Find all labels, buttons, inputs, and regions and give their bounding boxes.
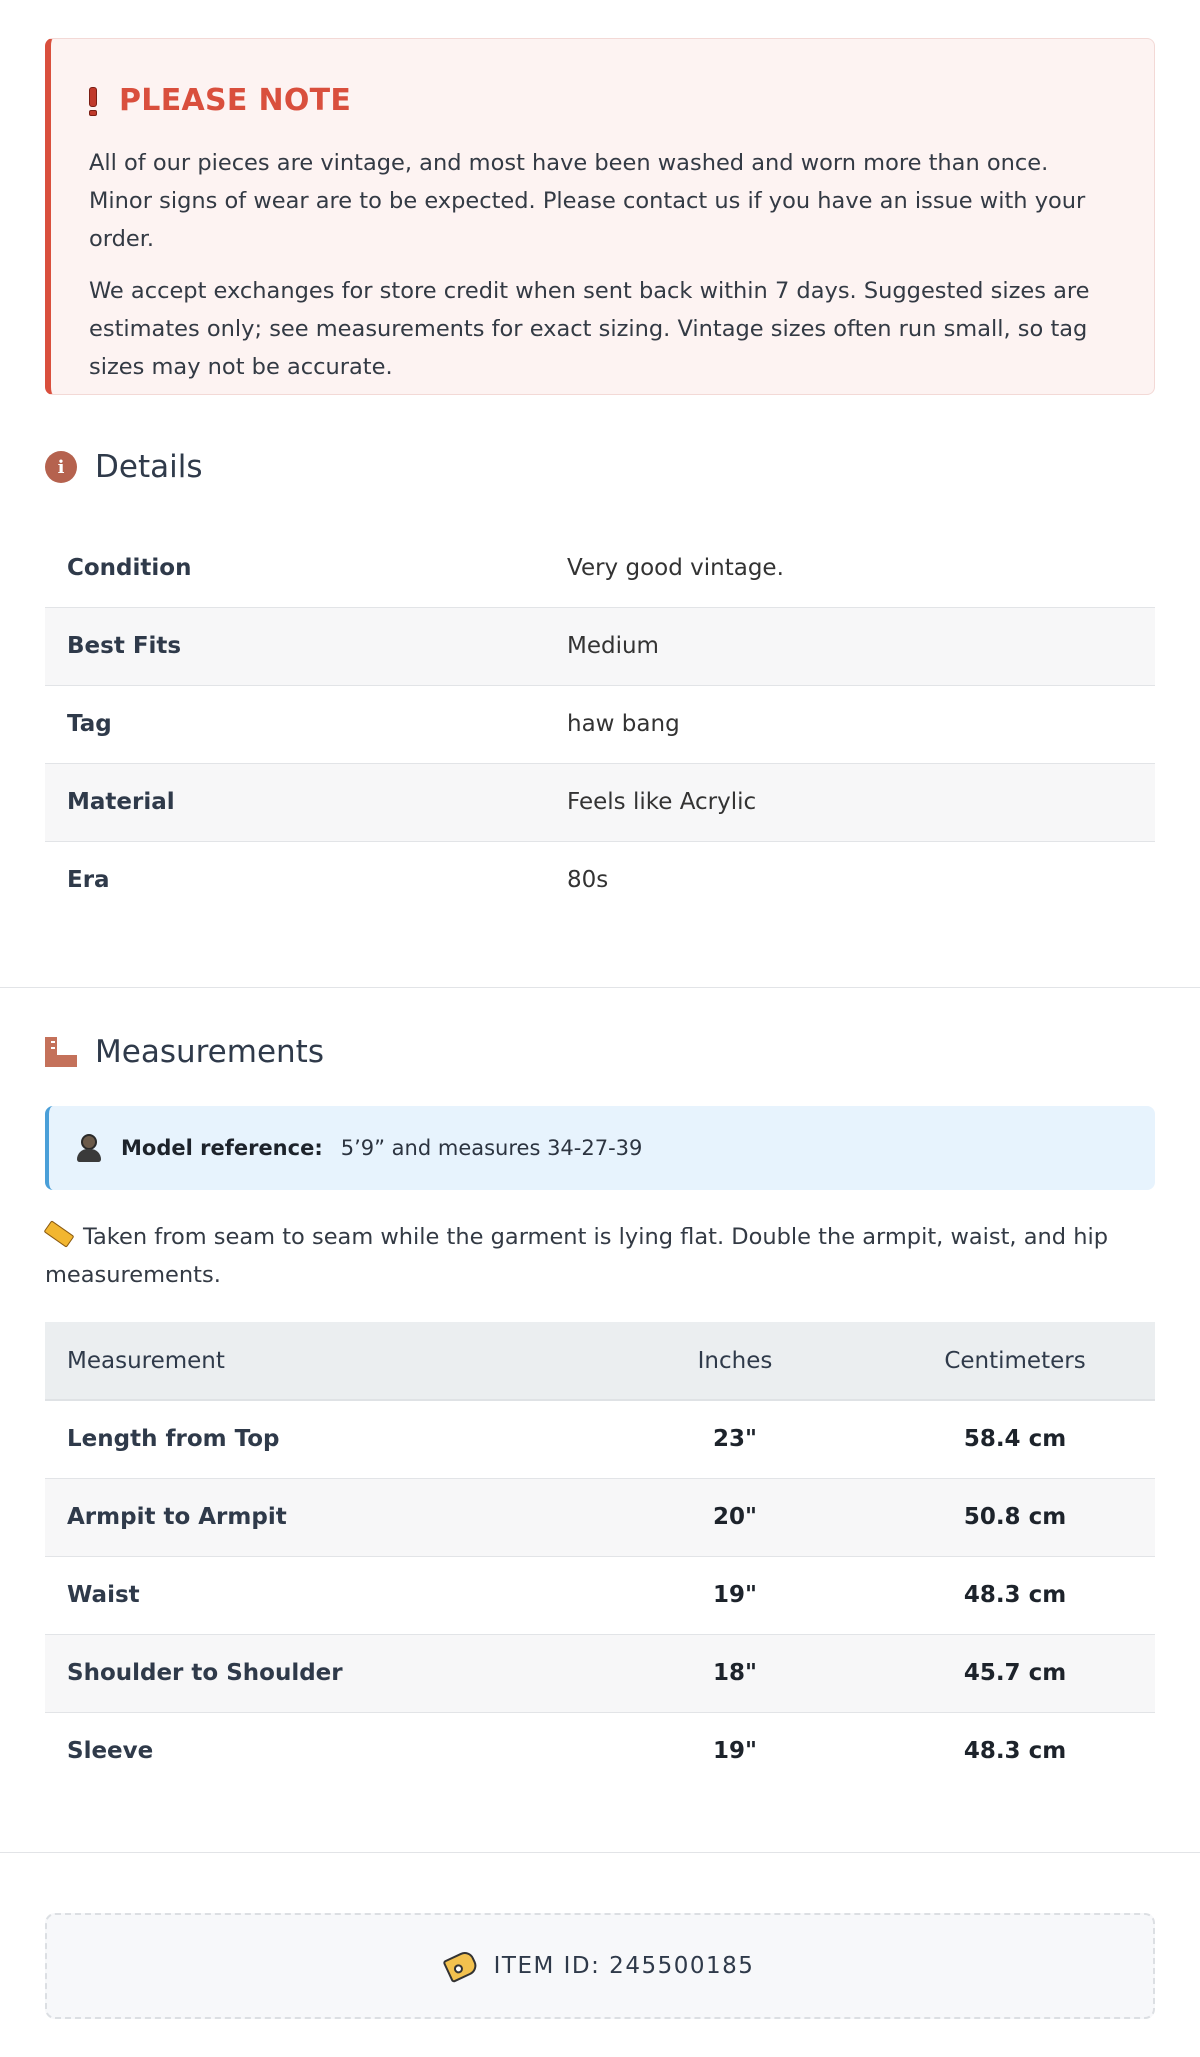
item-id-box [45, 1913, 1155, 2019]
tag-icon [442, 1949, 479, 1983]
measurement-cm: 48.3 cm [963, 1582, 1067, 1608]
person-icon [75, 1134, 103, 1162]
please-note-notice [45, 38, 1155, 395]
detail-key: Material [67, 789, 175, 815]
measurement-name: Sleeve [67, 1738, 154, 1765]
notice-title: PLEASE NOTE [119, 83, 352, 118]
item-id: ITEM ID: 245500185 [493, 1953, 755, 1979]
detail-key: Best Fits [67, 633, 182, 659]
measurements-heading [45, 1034, 1155, 1070]
measurement-inches: 20" [713, 1504, 757, 1530]
measurement-name: Armpit to Armpit [67, 1504, 287, 1530]
measurement-name: Length from Top [67, 1426, 280, 1453]
details-title: Details [95, 449, 203, 485]
table-row [45, 763, 1155, 841]
table-row [45, 1478, 1155, 1556]
measurement-name: Waist [67, 1582, 140, 1608]
details-heading [45, 449, 1155, 485]
measurement-cm: 48.3 cm [963, 1738, 1067, 1765]
exclamation-icon [89, 87, 97, 115]
detail-value: Feels like Acrylic [567, 789, 757, 815]
measurements-table [45, 1322, 1155, 1790]
table-row [45, 1400, 1155, 1478]
ruler-icon [45, 1037, 77, 1067]
model-reference [45, 1106, 1155, 1190]
measurement-note-text: Taken from seam to seam while the garment is lying flat. Double the armpit, waist, and hip measurements. [45, 1224, 1109, 1288]
notice-paragraph-1: All of our pieces are vintage, and most have been washed and worn more than once. Minor signs of wear are to be expected. Please contact us if you have an issue with your order. [89, 150, 1086, 252]
measurement-inches: 23" [713, 1426, 757, 1453]
column-header: Inches [697, 1347, 773, 1374]
notice-paragraph-2: We accept exchanges for store credit when sent back within 7 days. Suggested sizes are estimates only; see measurements for exact sizing. Vintage sizes often run small, so tag sizes may not be accurate. [89, 278, 1090, 380]
table-row [45, 1556, 1155, 1634]
measurement-inches: 19" [713, 1582, 757, 1608]
table-row [45, 1712, 1155, 1790]
model-reference-value: 5’9” and measures 34-27-39 [340, 1136, 643, 1160]
measurement-inches: 18" [713, 1660, 757, 1686]
detail-key: Era [67, 867, 110, 894]
detail-value: Very good vintage. [567, 554, 784, 581]
measurement-inches: 19" [713, 1738, 757, 1765]
details-table [45, 529, 1155, 919]
table-row [45, 607, 1155, 685]
pencil-icon [44, 1220, 75, 1248]
detail-value: 80s [567, 867, 609, 894]
table-row [45, 529, 1155, 607]
table-row [45, 841, 1155, 919]
column-header: Measurement [67, 1347, 225, 1374]
section-divider [0, 987, 1200, 988]
column-header: Centimeters [944, 1347, 1086, 1374]
table-header-row [45, 1322, 1155, 1400]
measurement-cm: 45.7 cm [963, 1660, 1067, 1686]
table-row [45, 1634, 1155, 1712]
detail-value: haw bang [567, 711, 680, 737]
section-divider [0, 1852, 1200, 1853]
measurement-cm: 50.8 cm [963, 1504, 1067, 1530]
detail-key: Condition [67, 554, 192, 581]
detail-value: Medium [567, 633, 659, 659]
notice-header [89, 83, 1116, 118]
measurement-name: Shoulder to Shoulder [67, 1660, 343, 1686]
measurement-note [45, 1218, 1155, 1294]
table-row [45, 685, 1155, 763]
info-icon: i [45, 451, 77, 483]
measurement-cm: 58.4 cm [963, 1426, 1067, 1453]
detail-key: Tag [67, 711, 112, 737]
measurements-title: Measurements [95, 1034, 324, 1070]
model-reference-label: Model reference: [121, 1136, 323, 1160]
